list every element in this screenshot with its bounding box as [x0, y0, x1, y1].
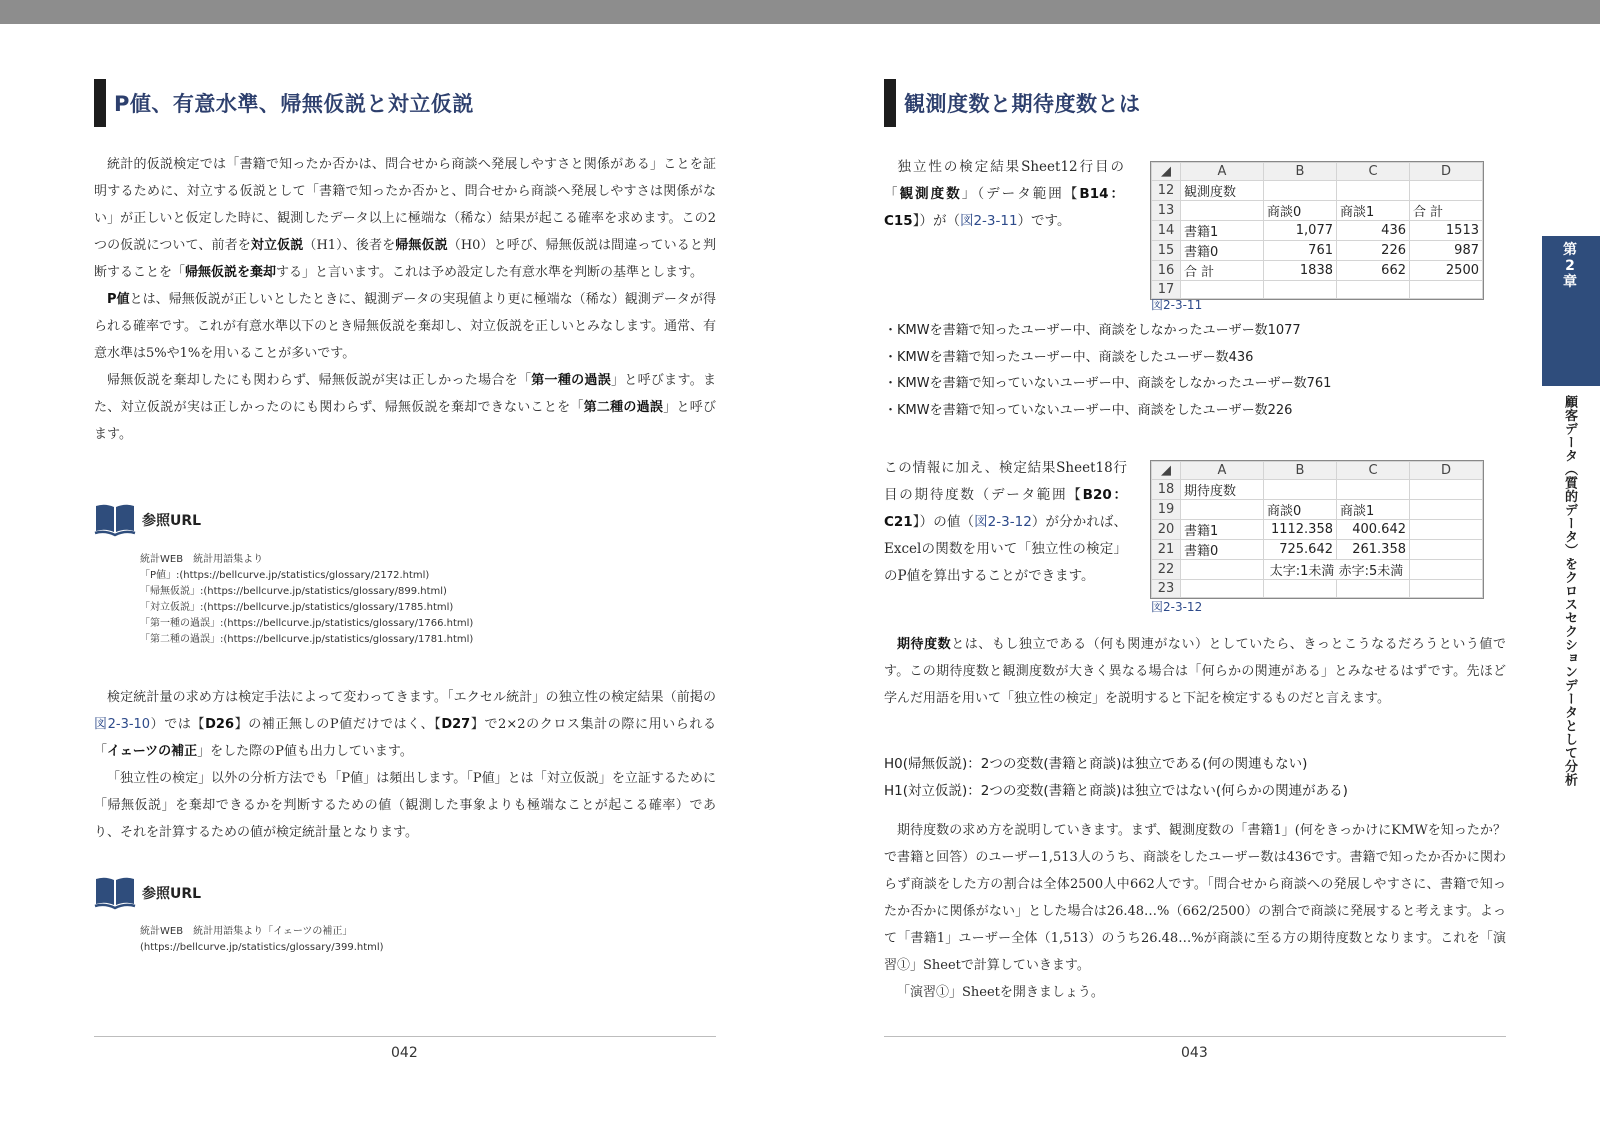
text-run: する」と言います。これは予め設定した有意水準を判断の基準とします。 — [276, 265, 703, 280]
figure-caption-11: 図2-3-11 — [1151, 298, 1203, 312]
cell: 1112.358 — [1264, 520, 1337, 540]
ref-url-link[interactable]: 「第二種の過誤」:(https://bellcurve.jp/statistics/glossary/1781.html) — [140, 634, 474, 645]
cell — [1181, 201, 1264, 221]
sheet-expected — [1150, 460, 1484, 599]
cell — [1337, 181, 1410, 201]
text-run: 統計的仮説検定では「書籍で知ったか否かは、問合せから商談へ発展しやすさと関係がある」ことを証明するために、対立する仮説として「書籍で知ったか否かと、問合せから商談へ発展しやすさは関係がない」が正しいと仮定した時に、観測したデータ以上に極端な（稀な）結果が起こる確率を求めます。この2つの仮説について、前者を — [94, 157, 716, 253]
range-ref: B14：C15 — [884, 186, 1125, 229]
cell — [1410, 281, 1483, 299]
corner-cell: ◢ — [1152, 163, 1181, 181]
h0-line: H0(帰無仮説)：2つの変数(書籍と商談)は独立である(何の関連もない) — [884, 756, 1308, 772]
cell: 合 計 — [1181, 261, 1264, 281]
right-page-number: 043 — [1181, 1045, 1208, 1061]
h1-line: H1(対立仮説)：2つの変数(書籍と商談)は独立ではない(何らかの関連がある) — [884, 782, 1348, 799]
table-row — [1152, 580, 1483, 598]
table-row — [1152, 520, 1483, 540]
row-number: 20 — [1152, 520, 1181, 540]
row-number: 19 — [1152, 500, 1181, 520]
table-row — [1152, 540, 1483, 560]
row-number: 12 — [1152, 181, 1181, 201]
cell — [1337, 281, 1410, 299]
cell — [1181, 580, 1264, 598]
cell: 987 — [1410, 241, 1483, 261]
right-para-4 — [884, 817, 1506, 1006]
bullet-item: ・KMWを書籍で知ったユーザー中、商談をしなかったユーザー数1077 — [884, 323, 1301, 338]
text-run: この情報に加え、検定結果Sheet18行目の期待度数（データ範囲【 — [884, 460, 1127, 503]
left-para-3 — [94, 367, 716, 448]
sheet-observed — [1150, 161, 1484, 300]
cell — [1337, 480, 1410, 500]
figure-ref: 図2-3-11 — [959, 213, 1018, 229]
term-yates: イェーツの補正 — [107, 744, 198, 759]
row-number: 23 — [1152, 580, 1181, 598]
ref-url-heading: 参照URL — [142, 513, 202, 529]
cell: 観測度数 — [1181, 181, 1264, 201]
text-run: 」（データ範囲【 — [961, 186, 1080, 202]
text-run: 】の補正無しのP値だけではく、【 — [234, 717, 442, 732]
left-intro-block — [94, 151, 716, 448]
cell: 書籍1 — [1181, 520, 1264, 540]
cell: 商談1 — [1337, 500, 1410, 520]
col-header: A — [1181, 163, 1264, 181]
text-run: 」をした際のP値も出力しています。 — [197, 744, 413, 759]
col-header: B — [1264, 462, 1337, 480]
cell — [1181, 500, 1264, 520]
left-footer-rule — [94, 1036, 716, 1037]
left-section-title — [94, 79, 474, 127]
observed-table — [1151, 162, 1483, 299]
row-number: 18 — [1152, 480, 1181, 500]
cell — [1410, 181, 1483, 201]
cell: 商談0 — [1264, 201, 1337, 221]
hypotheses — [884, 751, 1348, 804]
term-observed: 観測度数 — [899, 186, 962, 202]
figure-ref: 図2-3-10 — [94, 717, 151, 732]
cell — [1410, 540, 1483, 560]
chapter-label: 第2章 — [1563, 242, 1577, 290]
title-bar-marker — [94, 79, 106, 127]
term-type1: 第一種の過誤 — [531, 373, 611, 388]
ref-url-list-1 — [140, 552, 473, 648]
expected-calc-text: 期待度数の求め方を説明していきます。まず、観測度数の「書籍1」(何をきっかけにKMWを知ったか？で書籍と回答）のユーザー1,513人のうち、商談をしたユーザー数は436です。書籍で知ったか否かに関わらず商談をした方の割合は全体2500人中662人です。「問合せから商談への発展しやすさに、書籍で知ったか否かに関係がない」とした場合は26.48…%（662/2500）の割合で商談に発展すると考えます。よって「書籍1」ユーザー全体（1,513）のうち26.48…%が商談に至る方の期待度数となります。これを「演習①」Sheetで計算していきます。 — [884, 823, 1506, 973]
ref-url-list-2 — [140, 924, 384, 956]
header-row — [1152, 163, 1483, 181]
left-page-number: 042 — [391, 1045, 418, 1061]
term-alternative: 対立仮説 — [250, 238, 304, 253]
table-row — [1152, 181, 1483, 201]
cell: 書籍1 — [1181, 221, 1264, 241]
cell-ref: D26 — [205, 717, 235, 732]
cell: 2500 — [1410, 261, 1483, 281]
text-run: ）が分かれば、Excelの関数を用いて「独立性の検定」のP値を算出することができます。 — [884, 514, 1127, 584]
cell — [1410, 500, 1483, 520]
cell — [1264, 580, 1337, 598]
right-para-2 — [884, 455, 1127, 590]
ref-url-header-1 — [94, 502, 201, 538]
table-row — [1152, 500, 1483, 520]
figure-ref: 図2-3-12 — [974, 514, 1032, 530]
text-run: 帰無仮説を棄却したにも関わらず、帰無仮説が実は正しかった場合を「 — [107, 373, 532, 388]
term-pvalue: P値 — [107, 292, 130, 307]
cell: 1513 — [1410, 221, 1483, 241]
ref-url-link[interactable]: 「P値」:(https://bellcurve.jp/statistics/glossary/2172.html) — [140, 570, 430, 581]
row-number: 17 — [1152, 281, 1181, 299]
observed-intro — [884, 154, 1124, 235]
table-row — [1152, 201, 1483, 221]
text-run: ）では【 — [150, 717, 206, 732]
text-run: 」と呼びます。また、対立仮説が実は正しかったのにも関わらず、帰無仮説を棄却できないことを「 — [94, 373, 716, 415]
cell — [1410, 480, 1483, 500]
table-row — [1152, 241, 1483, 261]
right-footer-rule — [884, 1036, 1506, 1037]
header-row — [1152, 462, 1483, 480]
figure-caption-12: 図2-3-12 — [1151, 600, 1203, 614]
row-number: 14 — [1152, 221, 1181, 241]
term-null: 帰無仮説 — [395, 238, 448, 253]
title-bar-marker — [884, 79, 896, 127]
cell: 1838 — [1264, 261, 1337, 281]
cell — [1264, 181, 1337, 201]
row-number: 15 — [1152, 241, 1181, 261]
book-icon — [94, 502, 136, 538]
text-run: 」と呼びます。 — [94, 400, 716, 442]
ref-url-link[interactable]: 「帰無仮説」:(https://bellcurve.jp/statistics/glossary/899.html) — [140, 586, 447, 597]
cell: 662 — [1337, 261, 1410, 281]
ref-url-line: 統計WEB 統計用語集より — [140, 554, 264, 565]
expected-intro — [884, 455, 1127, 590]
right-section-title — [884, 79, 1141, 127]
cell: 761 — [1264, 241, 1337, 261]
bullet-item: ・KMWを書籍で知っていないユーザー中、商談をしなかったユーザー数761 — [884, 376, 1332, 391]
row-number: 21 — [1152, 540, 1181, 560]
left-para-4 — [94, 684, 716, 765]
left-para-2 — [94, 286, 716, 367]
text-run: 独立性の検定結果Sheet12行目の「 — [884, 159, 1124, 202]
ref-url-link[interactable]: 「第一種の過誤」:(https://bellcurve.jp/statistics/glossary/1766.html) — [140, 618, 474, 629]
col-header: C — [1337, 163, 1410, 181]
cell — [1410, 520, 1483, 540]
text-run: （H1）、後者を — [303, 238, 396, 253]
open-sheet-text: 「演習①」Sheetを開きましょう。 — [897, 985, 1104, 1000]
col-header: D — [1410, 163, 1483, 181]
cell: 商談1 — [1337, 201, 1410, 221]
cell — [1264, 281, 1337, 299]
left-title-text: P値、有意水準、帰無仮説と対立仮説 — [114, 92, 474, 116]
left-lower-block — [94, 684, 716, 846]
text-run: とは、もし独立である（何も関連がない）としていたら、きっとこうなるだろうという値です。この期待度数と観測度数が大きく異なる場合は「何らかの関連がある」とみなせるはずです。先ほど学んだ用語を用いて「独立性の検定」を説明すると下記を検定するものだと言えます。 — [884, 637, 1506, 706]
cell: 261.358 — [1337, 540, 1410, 560]
col-header: A — [1181, 462, 1264, 480]
col-header: D — [1410, 462, 1483, 480]
table-row — [1152, 560, 1483, 580]
text-run: とは、帰無仮説が正しいとしたときに、観測データの実現値より更に極端な（稀な）観測データが得られる確率です。これが有意水準以下のとき帰無仮説を棄却し、対立仮説を正しいとみなします。通常、有意水準は5%や1%を用いることが多いです。 — [94, 292, 716, 361]
range-ref: B20：C21 — [884, 487, 1128, 530]
text-run: 】）の値（ — [912, 514, 975, 530]
right-title-text: 観測度数と期待度数とは — [904, 92, 1141, 116]
ref-url-link[interactable]: (https://bellcurve.jp/statistics/glossary/399.html) — [140, 942, 384, 953]
ref-url-header-2 — [94, 875, 201, 911]
cell: 725.642 — [1264, 540, 1337, 560]
cell: 436 — [1337, 221, 1410, 241]
corner-cell: ◢ — [1152, 462, 1181, 480]
cell: 合 計 — [1410, 201, 1483, 221]
bullet-item: ・KMWを書籍で知ったユーザー中、商談をしたユーザー数436 — [884, 349, 1254, 365]
cell — [1181, 560, 1264, 580]
cell: 期待度数 — [1181, 480, 1264, 500]
text-run: 】で2×2のクロス集計の際に用いられる「 — [94, 717, 716, 759]
table-row — [1152, 221, 1483, 241]
cell-note: 太字:1未満 赤字:5未満 — [1264, 560, 1410, 580]
cell: 400.642 — [1337, 520, 1410, 540]
table-row — [1152, 261, 1483, 281]
text-run: 検定統計量の求め方は検定手法によって変わってきます。「エクセル統計」の独立性の検定結果（前掲の — [107, 690, 716, 705]
text-run: 】）が（ — [912, 213, 960, 229]
bullet-item: ・KMWを書籍で知っていないユーザー中、商談をしたユーザー数226 — [884, 402, 1293, 418]
row-number: 13 — [1152, 201, 1181, 221]
ref-url-heading: 参照URL — [142, 886, 202, 902]
col-header: C — [1337, 462, 1410, 480]
term-reject: 帰無仮説を棄却 — [185, 265, 277, 280]
right-para-3 — [884, 631, 1506, 712]
right-para-1 — [884, 154, 1124, 235]
term-type2: 第二種の過誤 — [583, 400, 664, 415]
cell: 226 — [1337, 241, 1410, 261]
left-para-1 — [94, 151, 716, 286]
chapter-vertical-title: 顧客データ（質的データ）をクロスセクションデータとして分析 — [1562, 395, 1577, 787]
cell: 書籍0 — [1181, 540, 1264, 560]
term-expected: 期待度数 — [897, 637, 952, 652]
cell-ref: D27 — [441, 717, 471, 732]
table-row — [1152, 480, 1483, 500]
text-run: （H0）と呼び、帰無仮説は間違っていると判断することを「 — [94, 238, 716, 280]
expected-definition — [884, 631, 1506, 712]
col-header: B — [1264, 163, 1337, 181]
text-run: ）です。 — [1017, 213, 1071, 229]
left-para-5: 「独立性の検定」以外の分析方法でも「P値」は頻出します。「P値」とは「対立仮説」を立証するために「帰無仮説」を棄却できるかを判断するための値（観測した事象よりも極端なことが起こる確率）であり、それを計算するための値が検定統計量となります。 — [94, 771, 716, 840]
ref-url-link[interactable]: 「対立仮説」:(https://bellcurve.jp/statistics/glossary/1785.html) — [140, 602, 454, 613]
cell — [1337, 580, 1410, 598]
cell: 1,077 — [1264, 221, 1337, 241]
observed-bullets — [884, 318, 1331, 424]
expected-table — [1151, 461, 1483, 598]
chapter-tab — [1542, 236, 1600, 386]
book-icon — [94, 875, 136, 911]
cell — [1264, 480, 1337, 500]
ref-url-line: 統計WEB 統計用語集より「イェーツの補正」 — [140, 926, 353, 937]
cell: 商談0 — [1264, 500, 1337, 520]
top-bar — [0, 0, 1600, 24]
cell — [1410, 560, 1483, 580]
row-number: 16 — [1152, 261, 1181, 281]
cell — [1410, 580, 1483, 598]
cell: 書籍0 — [1181, 241, 1264, 261]
row-number: 22 — [1152, 560, 1181, 580]
